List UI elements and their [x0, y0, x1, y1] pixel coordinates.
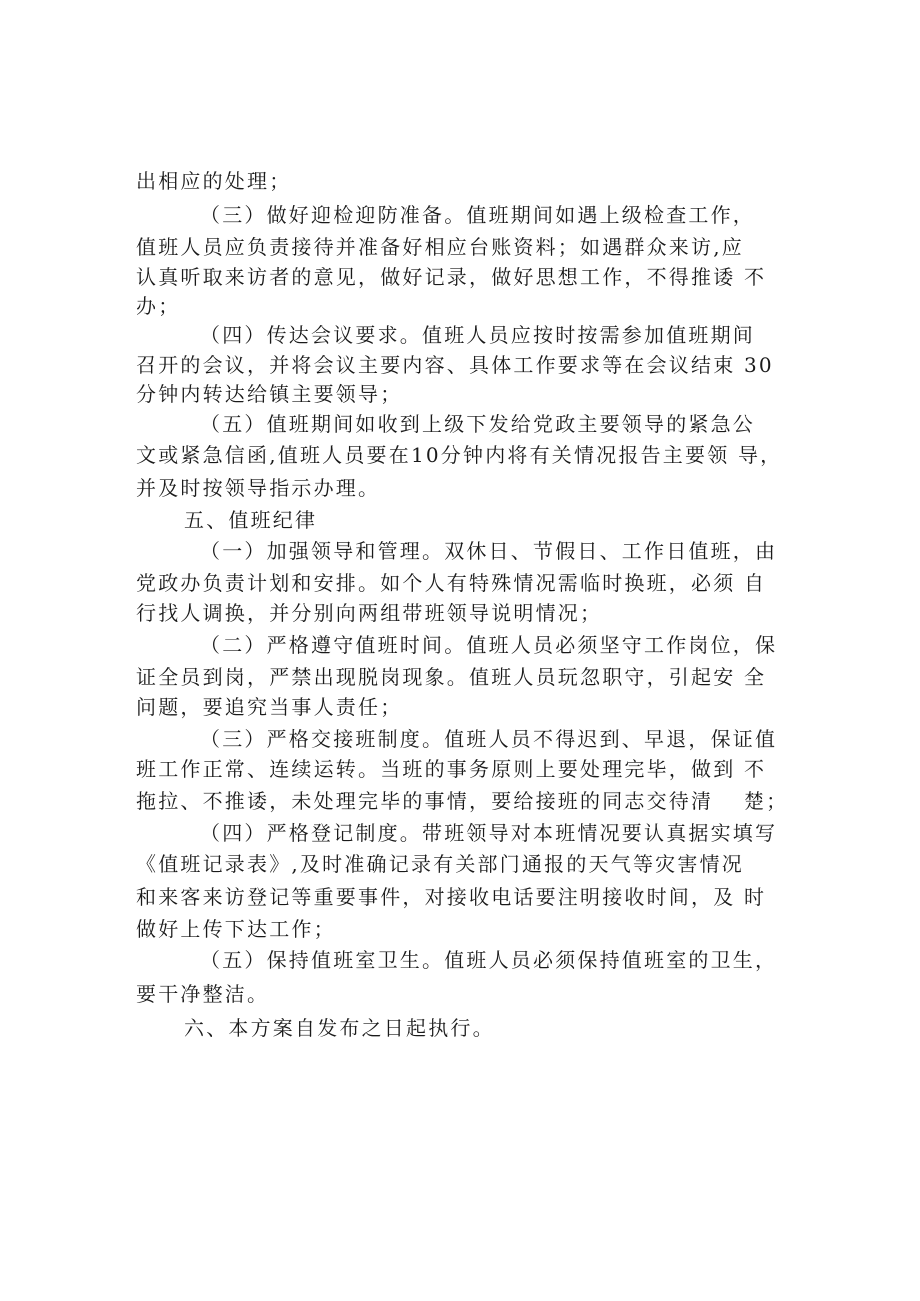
- paragraph-line: 出相应的处理；: [136, 169, 292, 193]
- paragraph-line: 问题，要追究当事人责任；: [136, 695, 403, 719]
- paragraph-line: 做好上传下达工作；: [136, 917, 336, 941]
- paragraph-line: 要干净整洁。: [136, 982, 270, 1006]
- paragraph-line: （五）保持值班室卫生。值班人员必须保持值班室的卫生，: [200, 948, 778, 972]
- paragraph-line: 班工作正常、连续运转。当班的事务原则上要处理完毕，做到 不: [136, 757, 767, 781]
- paragraph-line: 拖拉、不推诿，未处理完毕的事情，要给接班的同志交待清 楚；: [136, 789, 789, 813]
- paragraph-line: （三）严格交接班制度。值班人员不得迟到、早退，保证值: [200, 727, 778, 751]
- paragraph-line: 值班人员应负责接待并准备好相应台账资料；如遇群众来访,应: [136, 235, 744, 259]
- paragraph-line: （四）传达会议要求。值班人员应按时按需参加值班期间: [200, 323, 755, 347]
- paragraph-line: 分钟内转达给镇主要领导；: [136, 382, 403, 406]
- paragraph-line: 和来客来访登记等重要事件，对接收电话要注明接收时间，及 时: [136, 885, 767, 909]
- paragraph-line: （三）做好迎检迎防准备。值班期间如遇上级检查工作，: [200, 203, 755, 227]
- paragraph-line: 并及时按领导指示办理。: [136, 476, 381, 500]
- paragraph-line: （四）严格登记制度。带班领导对本班情况要认真据实填写: [200, 821, 778, 845]
- paragraph-line: 党政办负责计划和安排。如个人有特殊情况需临时换班，必须 自: [136, 571, 767, 595]
- section-heading: 六、本方案自发布之日起执行。: [184, 1016, 495, 1040]
- paragraph-line: 《值班记录表》,及时准确记录有关部门通报的天气等灾害情况: [136, 852, 744, 876]
- paragraph-line: （一）加强领导和管理。双休日、节假日、工作日值班，由: [200, 539, 778, 563]
- section-heading: 五、值班纪律: [184, 508, 318, 532]
- paragraph-line: 文或紧急信函,值班人员要在10分钟内将有关情况报告主要领 导，: [136, 443, 783, 467]
- paragraph-line: 召开的会议，并将会议主要内容、具体工作要求等在会议结束 30: [136, 353, 774, 377]
- paragraph-line: 行找人调换，并分别向两组带班领导说明情况；: [136, 601, 603, 625]
- paragraph-line: （二）严格遵守值班时间。值班人员必须坚守工作岗位，保: [200, 633, 778, 657]
- paragraph-line: （五）值班期间如收到上级下发给党政主要领导的紧急公: [200, 412, 755, 436]
- paragraph-line: 证全员到岗，严禁出现脱岗现象。值班人员玩忽职守，引起安 全: [136, 665, 767, 689]
- paragraph-line: 办；: [136, 294, 181, 318]
- paragraph-line: 认真听取来访者的意见，做好记录，做好思想工作，不得推诿 不: [136, 265, 767, 289]
